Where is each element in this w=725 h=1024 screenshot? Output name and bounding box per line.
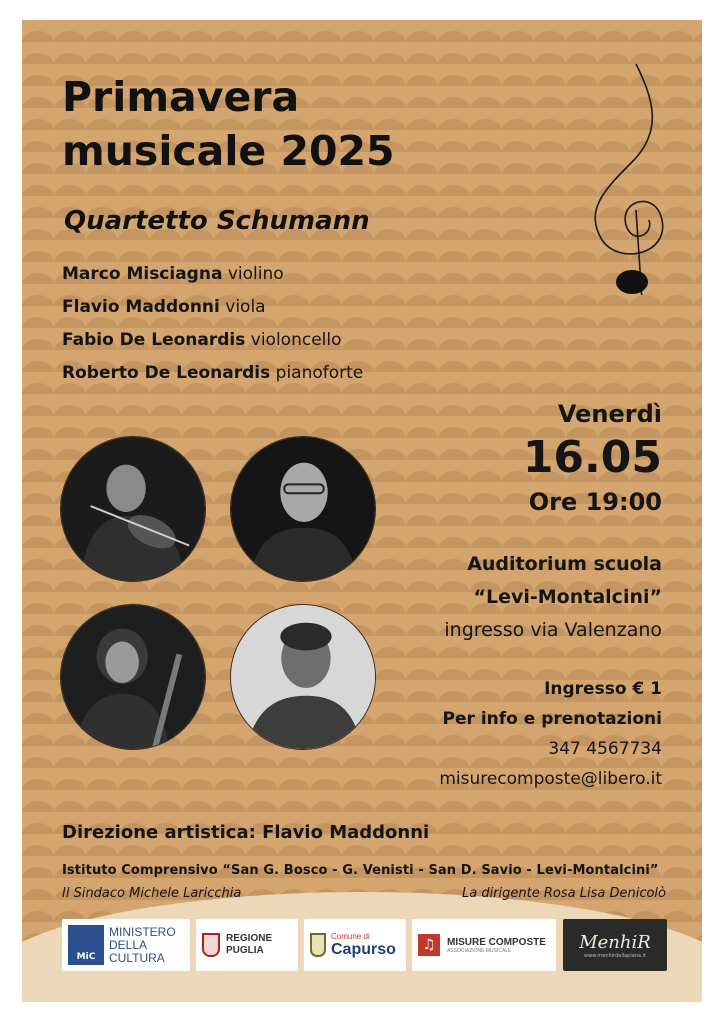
logo-regione-puglia: [196, 919, 298, 971]
event-time: Ore 19:00: [528, 488, 662, 516]
event-date: 16.05: [522, 432, 662, 483]
logo-misure-composte: [412, 919, 556, 971]
member-row: [62, 291, 363, 324]
info-block: [439, 674, 662, 794]
member-instrument: violoncello: [250, 330, 342, 350]
regione-text: [226, 933, 272, 957]
email-address[interactable]: misurecomposte@libero.it: [439, 769, 662, 789]
ministero-text: [109, 926, 176, 965]
treble-clef-icon: [574, 60, 684, 295]
members-list: [62, 258, 363, 390]
member-name: Fabio De Leonardis: [62, 330, 246, 350]
logo-comune-capurso: [304, 919, 406, 971]
capurso-text: [331, 932, 396, 959]
mic-badge-text: MiC: [76, 952, 96, 962]
member-instrument: violino: [227, 264, 284, 284]
ministero-line-3: CULTURA: [109, 950, 165, 965]
portrait-photo-cellist: [60, 604, 206, 750]
ensemble-name: Quartetto Schumann: [64, 206, 370, 236]
member-row: [62, 258, 363, 291]
logo-menhir: [563, 919, 667, 971]
member-instrument: viola: [225, 297, 266, 317]
poster: [22, 20, 702, 1002]
ministero-line-1: MINISTERO: [109, 924, 176, 939]
institute-name: Istituto Comprensivo “San G. Bosco - G. Venisti - San D. Savio - Levi-Montalcini”: [62, 863, 659, 878]
ministero-line-2: DELLA: [109, 937, 148, 952]
principal-credit: La dirigente Rosa Lisa Denicolò: [462, 886, 666, 901]
member-name: Roberto De Leonardis: [62, 363, 271, 383]
title-line-1: Primavera: [62, 73, 300, 121]
date-block: [523, 396, 662, 520]
logo-ministero-cultura: [62, 919, 190, 971]
venue-line-3: ingresso via Valenzano: [444, 619, 662, 641]
capurso-small: Comune di: [331, 931, 370, 941]
mayor-credit: Il Sindaco Michele Laricchia: [62, 886, 242, 901]
menhir-sub: www.menhirdellapiana.it: [584, 952, 646, 959]
portrait-photo-pianist: [230, 604, 376, 750]
member-name: Marco Misciagna: [62, 264, 223, 284]
capurso-name: Capurso: [331, 940, 396, 958]
misure-text: [447, 937, 546, 954]
venue-block: [444, 548, 662, 647]
misure-name: MISURE COMPOSTE: [447, 936, 546, 948]
phone-number[interactable]: 347 4567734: [548, 739, 662, 759]
menhir-name: MenhiR: [579, 931, 651, 953]
booking-label: Per info e prenotazioni: [442, 709, 662, 729]
member-row: [62, 324, 363, 357]
capurso-crest-icon: [310, 933, 326, 957]
event-title: [62, 70, 395, 178]
regione-line-1: REGIONE: [226, 933, 273, 944]
puglia-crest-icon: [202, 933, 220, 957]
member-row: [62, 357, 363, 390]
misure-sub: ASSOCIAZIONE MUSICALE: [447, 947, 512, 954]
ticket-price: Ingresso € 1: [544, 679, 662, 699]
regione-line-2: PUGLIA: [226, 945, 264, 956]
venue-line-1: Auditorium scuola: [467, 553, 662, 575]
music-note-icon: ♫: [418, 934, 440, 956]
title-line-2: musicale 2025: [62, 127, 395, 175]
member-instrument: pianoforte: [275, 363, 364, 383]
member-name: Flavio Maddonni: [62, 297, 220, 317]
venue-line-2: “Levi-Montalcini”: [473, 586, 662, 608]
mic-badge-icon: [68, 925, 104, 965]
portrait-photo-violinist: [60, 436, 206, 582]
portrait-photo-violist: [230, 436, 376, 582]
artistic-direction: Direzione artistica: Flavio Maddonni: [62, 822, 430, 843]
event-day: Venerdì: [557, 400, 662, 428]
